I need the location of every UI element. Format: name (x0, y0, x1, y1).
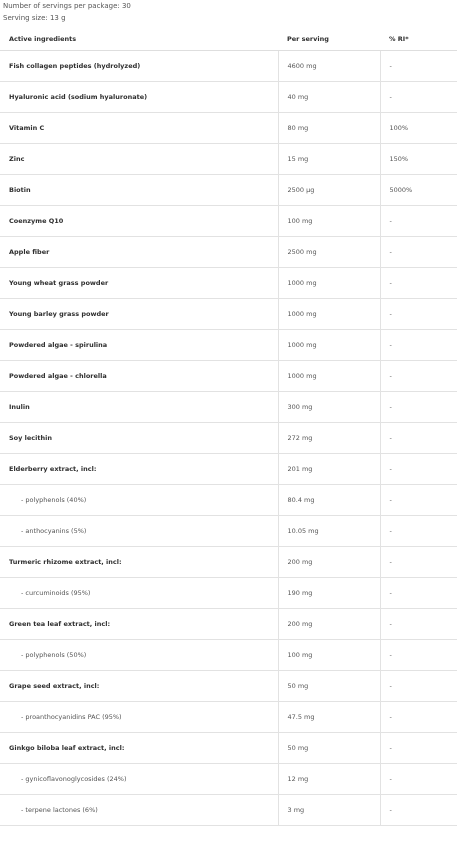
table-body (0, 51, 457, 826)
per-serving-value: 200 mg (278, 547, 380, 578)
ri-value: 100% (380, 113, 457, 144)
ingredient-name: Fish collagen peptides (hydrolyzed) (0, 51, 278, 82)
per-serving-value: 1000 mg (278, 299, 380, 330)
per-serving-value: 47.5 mg (278, 702, 380, 733)
ingredient-name: Inulin (0, 392, 278, 423)
per-serving-value: 1000 mg (278, 361, 380, 392)
table-row (0, 175, 457, 206)
per-serving-value: 200 mg (278, 609, 380, 640)
per-serving-value: 2500 µg (278, 175, 380, 206)
ri-value: - (380, 547, 457, 578)
ingredient-name: - anthocyanins (5%) (0, 516, 278, 547)
table-row (0, 423, 457, 454)
header-per-serving: Per serving (278, 27, 380, 51)
ri-value: - (380, 361, 457, 392)
ri-value: 150% (380, 144, 457, 175)
per-serving-value: 80 mg (278, 113, 380, 144)
table-row (0, 671, 457, 702)
table-subrow (0, 702, 457, 733)
ri-value: - (380, 485, 457, 516)
ingredient-name: Apple fiber (0, 237, 278, 268)
servings-per-package: Number of servings per package: 30 (3, 2, 131, 10)
per-serving-value: 100 mg (278, 206, 380, 237)
table-row (0, 82, 457, 113)
ri-value: - (380, 671, 457, 702)
ingredient-name: Elderberry extract, incl: (0, 454, 278, 485)
ri-value: - (380, 330, 457, 361)
ingredient-name: Powdered algae - chlorella (0, 361, 278, 392)
per-serving-value: 4600 mg (278, 51, 380, 82)
ri-value: - (380, 609, 457, 640)
ri-value: - (380, 268, 457, 299)
ri-value: 5000% (380, 175, 457, 206)
table-subrow (0, 795, 457, 826)
ingredient-name: Biotin (0, 175, 278, 206)
ri-value: - (380, 392, 457, 423)
per-serving-value: 15 mg (278, 144, 380, 175)
ingredient-name: Hyaluronic acid (sodium hyaluronate) (0, 82, 278, 113)
table-subrow (0, 516, 457, 547)
table-row (0, 144, 457, 175)
table-subrow (0, 578, 457, 609)
per-serving-value: 190 mg (278, 578, 380, 609)
ingredient-name: - proanthocyanidins PAC (95%) (0, 702, 278, 733)
table-row (0, 330, 457, 361)
serving-size: Serving size: 13 g (3, 14, 66, 22)
per-serving-value: 201 mg (278, 454, 380, 485)
ri-value: - (380, 795, 457, 826)
ingredients-table (0, 27, 457, 826)
ingredient-name: Ginkgo biloba leaf extract, incl: (0, 733, 278, 764)
table-row (0, 268, 457, 299)
table-row (0, 547, 457, 578)
table-subrow (0, 640, 457, 671)
table-row (0, 51, 457, 82)
ingredient-name: Powdered algae - spirulina (0, 330, 278, 361)
ingredient-name: - polyphenols (40%) (0, 485, 278, 516)
table-row (0, 113, 457, 144)
ingredient-name: Zinc (0, 144, 278, 175)
table-row (0, 609, 457, 640)
per-serving-value: 300 mg (278, 392, 380, 423)
ingredient-name: Grape seed extract, incl: (0, 671, 278, 702)
per-serving-value: 50 mg (278, 671, 380, 702)
per-serving-value: 12 mg (278, 764, 380, 795)
ri-value: - (380, 82, 457, 113)
per-serving-value: 10.05 mg (278, 516, 380, 547)
per-serving-value: 2500 mg (278, 237, 380, 268)
table-row (0, 299, 457, 330)
ingredient-name: - polyphenols (50%) (0, 640, 278, 671)
table-row (0, 361, 457, 392)
ri-value: - (380, 206, 457, 237)
ri-value: - (380, 454, 457, 485)
per-serving-value: 272 mg (278, 423, 380, 454)
ingredient-name: - terpene lactones (6%) (0, 795, 278, 826)
table-row (0, 206, 457, 237)
ingredient-name: Coenzyme Q10 (0, 206, 278, 237)
table-row (0, 237, 457, 268)
per-serving-value: 100 mg (278, 640, 380, 671)
ri-value: - (380, 299, 457, 330)
per-serving-value: 40 mg (278, 82, 380, 113)
per-serving-value: 1000 mg (278, 268, 380, 299)
ri-value: - (380, 733, 457, 764)
header-ri: % RI* (380, 27, 457, 51)
per-serving-value: 3 mg (278, 795, 380, 826)
ingredient-name: Turmeric rhizome extract, incl: (0, 547, 278, 578)
table-row (0, 392, 457, 423)
ingredient-name: - gynicoflavonoglycosides (24%) (0, 764, 278, 795)
per-serving-value: 1000 mg (278, 330, 380, 361)
header-active-ingredients: Active ingredients (0, 27, 278, 51)
ri-value: - (380, 51, 457, 82)
ingredient-name: Green tea leaf extract, incl: (0, 609, 278, 640)
ri-value: - (380, 640, 457, 671)
ingredient-name: Vitamin C (0, 113, 278, 144)
ingredient-name: Young barley grass powder (0, 299, 278, 330)
ri-value: - (380, 237, 457, 268)
ri-value: - (380, 423, 457, 454)
ri-value: - (380, 516, 457, 547)
ingredient-name: Soy lecithin (0, 423, 278, 454)
ri-value: - (380, 764, 457, 795)
per-serving-value: 80.4 mg (278, 485, 380, 516)
table-header-row (0, 27, 457, 51)
ingredient-name: - curcuminoids (95%) (0, 578, 278, 609)
table-row (0, 733, 457, 764)
table-subrow (0, 485, 457, 516)
table-row (0, 454, 457, 485)
table-subrow (0, 764, 457, 795)
ri-value: - (380, 578, 457, 609)
ingredient-name: Young wheat grass powder (0, 268, 278, 299)
ri-value: - (380, 702, 457, 733)
per-serving-value: 50 mg (278, 733, 380, 764)
